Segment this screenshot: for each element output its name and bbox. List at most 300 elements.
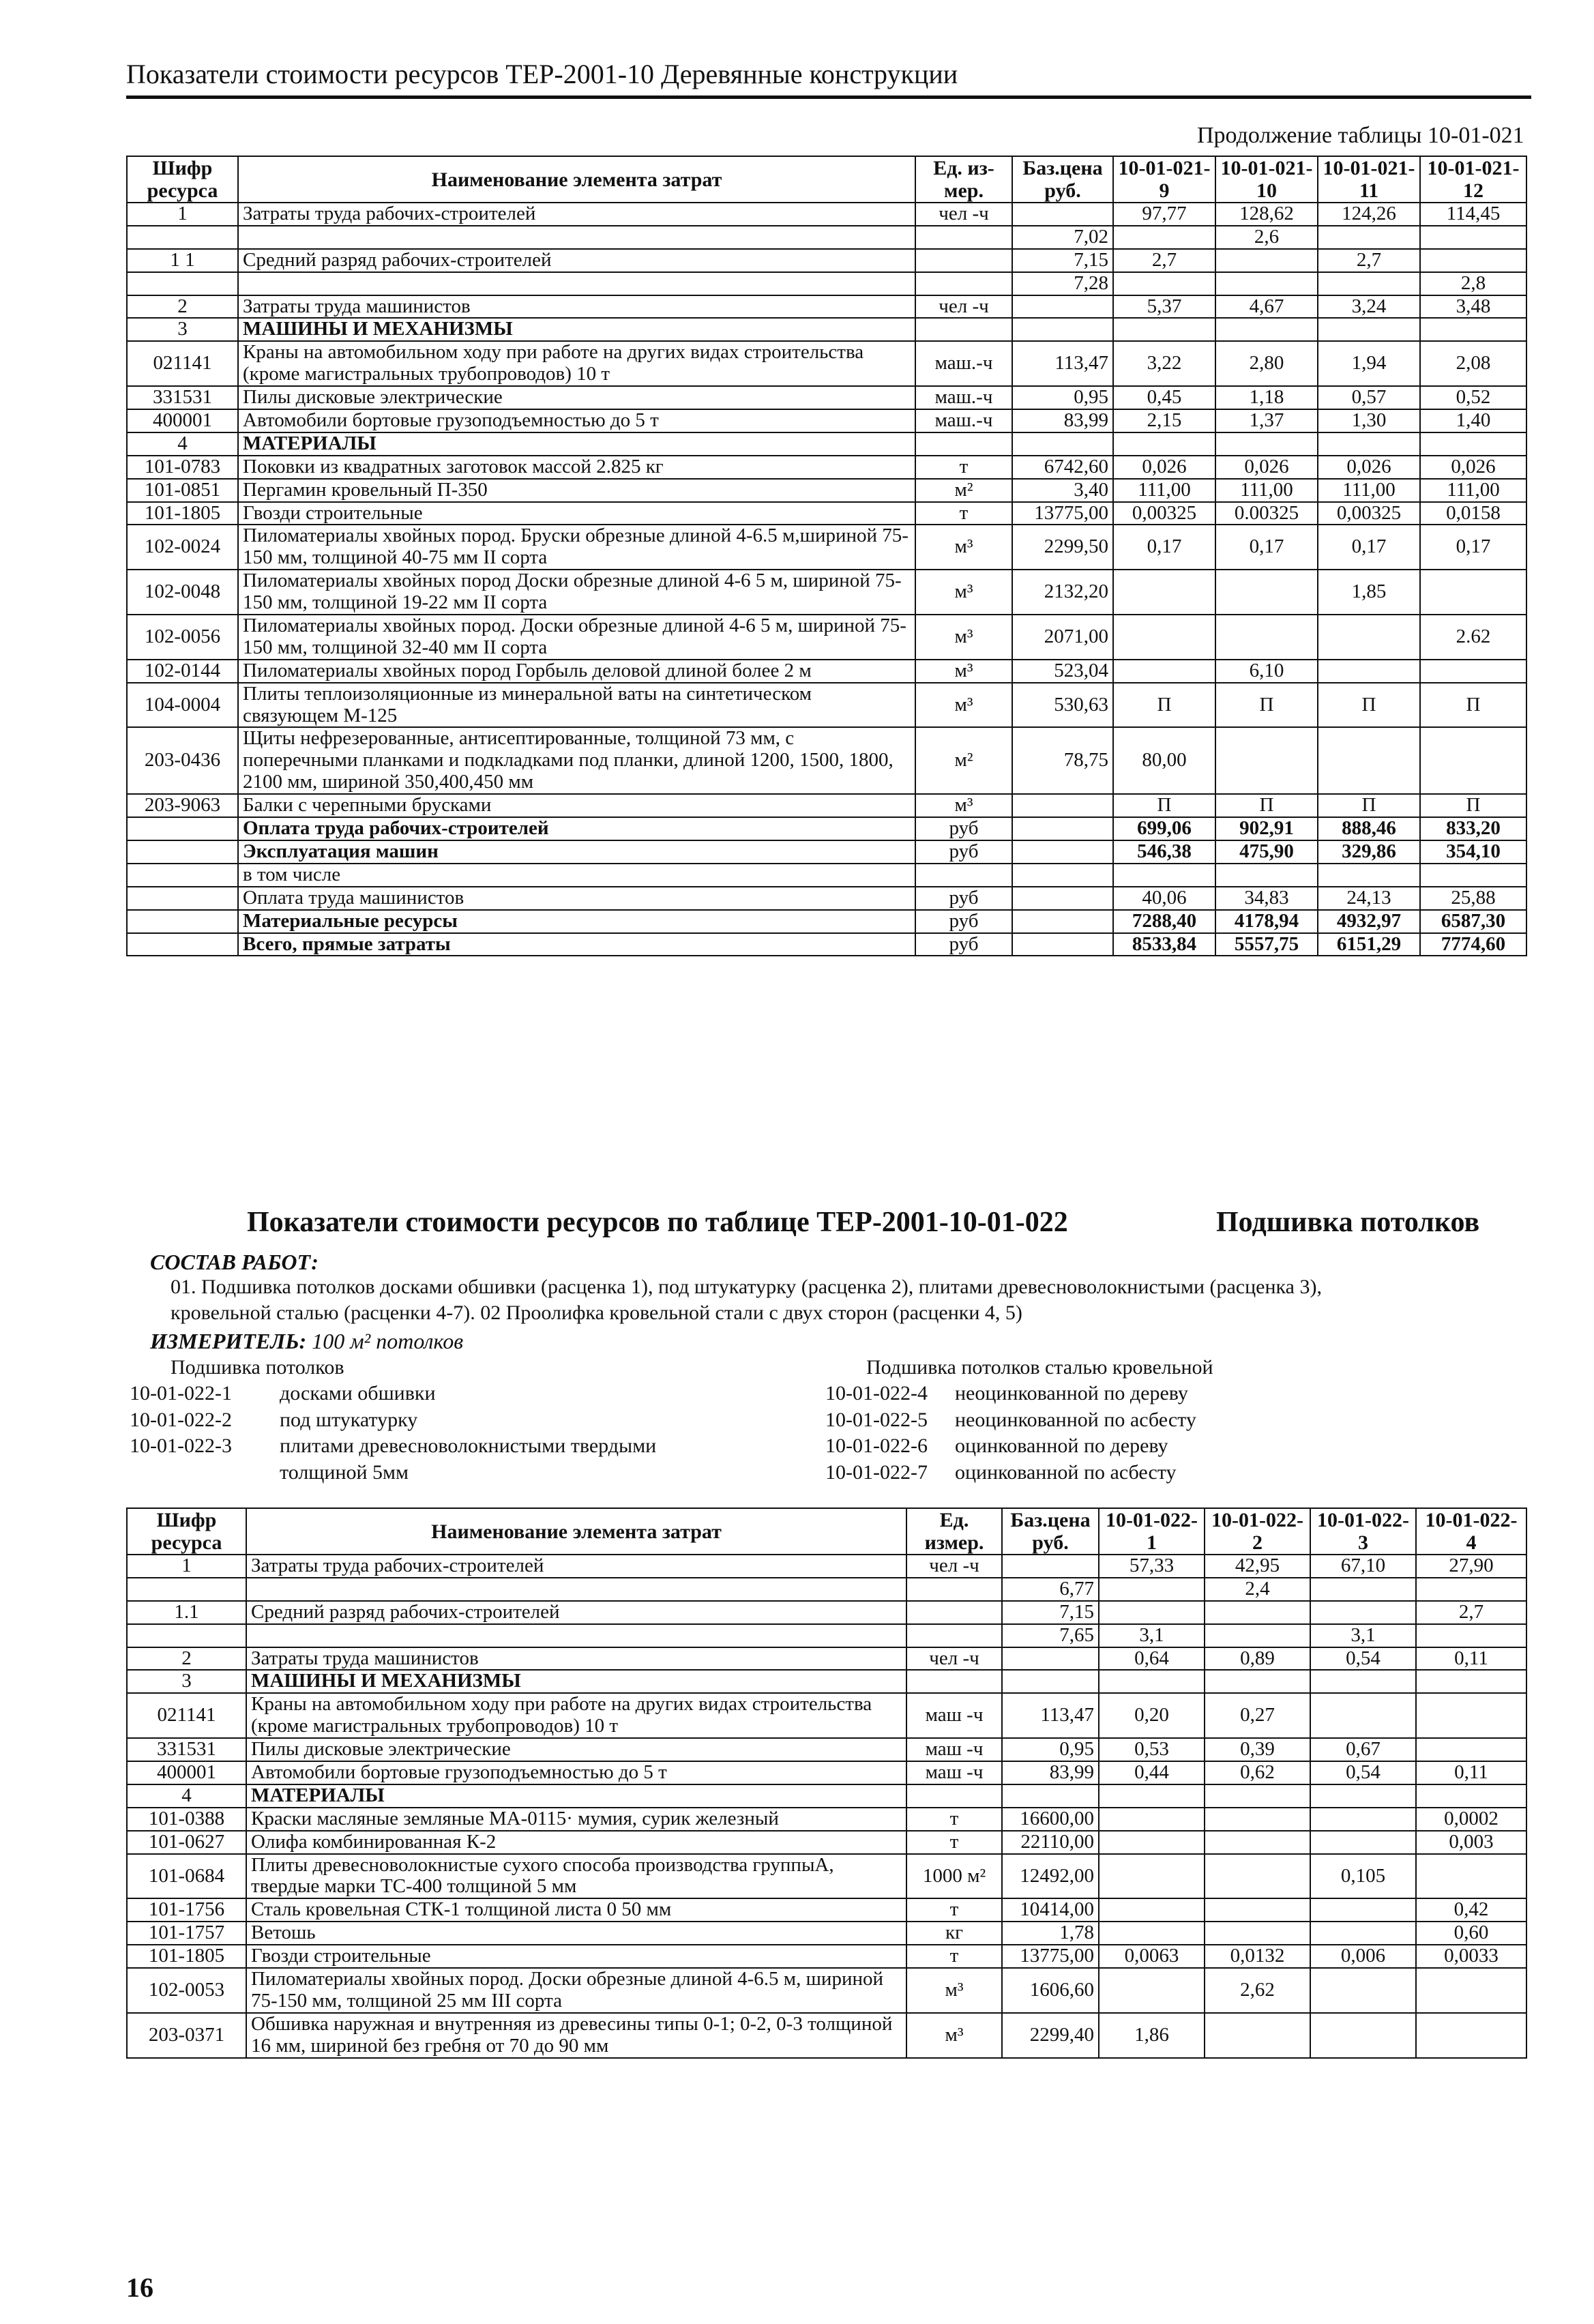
rate-value-cell [1318,864,1420,887]
table-body [127,1555,1526,2058]
cost-element-name-cell: Обшивка наружная и внутренняя из древесины типы 0-1; 0-2, 0-3 толщиной 16 мм, шириной без гребня от 70 до 90 мм [246,2013,906,2058]
cost-element-name-cell: Оплата труда машинистов [238,887,915,910]
rate-value-cell: 699,06 [1113,817,1215,840]
rate-value-cell: 6,10 [1215,660,1318,683]
base-price-cell: 6,77 [1002,1578,1099,1601]
resource-code-cell: 1 [127,1555,246,1578]
resource-code-cell: 331531 [127,386,238,409]
resource-code-cell [127,817,238,840]
resource-code-cell: 101-1757 [127,1922,246,1945]
header-cell: Баз.цена руб. [1002,1508,1099,1555]
rate-value-cell [1099,1601,1205,1624]
resource-code-cell: 331531 [127,1738,246,1761]
table-row [127,1784,1526,1808]
rate-value-cell [1310,1808,1416,1831]
table-row [127,683,1526,728]
rate-value-cell: П [1113,794,1215,817]
rate-value-cell: 111,00 [1215,479,1318,502]
table-row [127,525,1526,570]
cost-element-name-cell: Балки с черепными брусками [238,794,915,817]
rate-value-cell [1420,660,1526,683]
table-row [127,1624,1526,1647]
resource-code-cell [127,864,238,887]
rate-value-cell [1318,226,1420,249]
rate-value-cell [1310,1922,1416,1945]
unit-cell: маш.-ч [915,386,1012,409]
base-price-cell: 7,65 [1002,1624,1099,1647]
unit-cell: м³ [906,2013,1002,2058]
rate-value-cell [1215,432,1318,456]
rate-code: 10-01-022-3 [130,1435,232,1458]
table-row [127,1945,1526,1968]
cost-element-name-cell: Автомобили бортовые грузоподъемностью до 5 т [238,409,915,432]
resource-code-cell: 1 [127,203,238,226]
table-row [127,864,1526,887]
rate-value-cell [1205,1854,1310,1899]
header-cell: 10-01-021-10 [1215,156,1318,203]
base-price-cell: 530,63 [1012,683,1113,728]
header-cell: 10-01-021-11 [1318,156,1420,203]
rate-value-cell: 2,62 [1205,1968,1310,2013]
cost-element-name-cell: МАТЕРИАЛЫ [246,1784,906,1808]
base-price-cell: 83,99 [1012,409,1113,432]
resource-code-cell: 1 1 [127,249,238,272]
rate-value-cell [1099,1831,1205,1854]
table-row [127,840,1526,864]
rate-value-cell [1113,615,1215,660]
rate-value-cell [1205,1601,1310,1624]
table-row [127,456,1526,479]
rate-code: 10-01-022-5 [825,1408,928,1431]
base-price-cell: 83,99 [1002,1761,1099,1784]
header-cell: Шифр ресурса [127,156,238,203]
rate-value-cell: 0,60 [1416,1922,1526,1945]
rate-value-cell: 0,39 [1205,1738,1310,1761]
rate-value-cell: 833,20 [1420,817,1526,840]
rate-text: оцинкованной по дереву [955,1435,1168,1458]
cost-element-name-cell: Затраты труда рабочих-строителей [238,203,915,226]
base-price-cell: 7,02 [1012,226,1113,249]
rate-value-cell: 0,006 [1310,1945,1416,1968]
rate-value-cell: 40,06 [1113,887,1215,910]
table-row [127,432,1526,456]
rate-value-cell: П [1420,794,1526,817]
table-row [127,502,1526,525]
cost-element-name-cell: МАШИНЫ И МЕХАНИЗМЫ [246,1670,906,1693]
cost-element-name-cell: Щиты нефрезерованные, антисептированные, толщиной 73 мм, с поперечными планками и подкладками под планки, длиной 1200, 1500, 1800, 2100 мм, шириной 350,400,450 мм [238,727,915,794]
rate-value-cell: 124,26 [1318,203,1420,226]
unit-cell: руб [915,840,1012,864]
unit-cell: м³ [915,683,1012,728]
unit-cell: чел -ч [915,295,1012,319]
rate-value-cell: 0,026 [1318,456,1420,479]
rate-value-cell [1310,1601,1416,1624]
table-row [127,386,1526,409]
base-price-cell [1012,840,1113,864]
table-row [127,794,1526,817]
unit-cell [915,272,1012,295]
rate-value-cell [1099,1854,1205,1899]
table-row [127,615,1526,660]
header-cell: Шифр ресурса [127,1508,246,1555]
base-price-cell [1012,432,1113,456]
table-row [127,570,1526,615]
base-price-cell: 6742,60 [1012,456,1113,479]
resource-code-cell [127,887,238,910]
unit-cell: чел -ч [915,203,1012,226]
unit-cell: т [906,1898,1002,1922]
resource-code-cell: 102-0048 [127,570,238,615]
page-header: Показатели стоимости ресурсов ТЕР-2001-10 Деревянные конструкции [126,59,958,89]
unit-cell: руб [915,910,1012,933]
rate-value-cell [1215,272,1318,295]
rate-value-cell [1113,226,1215,249]
base-price-cell: 2132,20 [1012,570,1113,615]
rate-value-cell [1318,727,1420,794]
unit-cell [915,864,1012,887]
rate-value-cell [1113,570,1215,615]
rate-value-cell: 3,1 [1099,1624,1205,1647]
unit-cell: маш.-ч [915,341,1012,386]
rate-value-cell [1113,318,1215,341]
list-item [130,1407,656,1433]
rate-value-cell: 0,27 [1205,1693,1310,1738]
rate-value-cell: 1,40 [1420,409,1526,432]
rate-value-cell [1318,432,1420,456]
resource-code-cell: 1.1 [127,1601,246,1624]
base-price-cell [1012,887,1113,910]
list-item [130,1460,656,1486]
unit-cell [906,1578,1002,1601]
rate-value-cell [1416,1578,1526,1601]
unit-cell: чел -ч [906,1647,1002,1671]
rate-value-cell [1310,1831,1416,1854]
base-price-cell: 113,47 [1012,341,1113,386]
list-item [825,1407,1213,1433]
rate-value-cell [1318,318,1420,341]
cost-element-name-cell: Затраты труда рабочих-строителей [246,1555,906,1578]
unit-cell: маш -ч [906,1738,1002,1761]
rate-value-cell: П [1113,683,1215,728]
base-price-cell: 22110,00 [1002,1831,1099,1854]
rate-value-cell: 0,67 [1310,1738,1416,1761]
table-header-row [127,1508,1526,1555]
rate-list-right [825,1355,1213,1486]
unit-cell: руб [915,933,1012,956]
cost-element-name-cell: Ветошь [246,1922,906,1945]
rate-code: 10-01-022-1 [130,1382,232,1405]
table-row [127,1831,1526,1854]
base-price-cell [1002,1670,1099,1693]
rate-code: 10-01-022-4 [825,1382,928,1405]
base-price-cell [1012,295,1113,319]
unit-cell [906,1624,1002,1647]
rate-list-left [130,1355,656,1486]
rate-value-cell: 475,90 [1215,840,1318,864]
rate-value-cell [1416,1854,1526,1899]
rate-value-cell: П [1215,794,1318,817]
base-price-cell: 13775,00 [1002,1945,1099,1968]
rate-value-cell [1113,272,1215,295]
list-item [130,1433,656,1459]
rate-value-cell [1310,1784,1416,1808]
resource-code-cell [127,933,238,956]
base-price-cell: 7,15 [1012,249,1113,272]
cost-element-name-cell: МАТЕРИАЛЫ [238,432,915,456]
unit-cell: руб [915,887,1012,910]
resource-table-021 [126,156,1527,956]
unit-cell: м³ [915,660,1012,683]
rate-value-cell: П [1420,683,1526,728]
table-row [127,1555,1526,1578]
rate-value-cell [1416,1784,1526,1808]
rate-value-cell: 2,7 [1113,249,1215,272]
unit-cell: т [915,502,1012,525]
table-row [127,887,1526,910]
unit-cell: м³ [915,615,1012,660]
base-price-cell: 7,15 [1002,1601,1099,1624]
rate-value-cell: 7288,40 [1113,910,1215,933]
rate-value-cell: 111,00 [1113,479,1215,502]
rate-value-cell [1113,660,1215,683]
continuation-label: Продолжение таблицы 10-01-021 [1197,123,1524,148]
rate-value-cell: 0,105 [1310,1854,1416,1899]
rate-value-cell [1205,1670,1310,1693]
rate-value-cell [1416,2013,1526,2058]
resource-table-022 [126,1507,1527,2059]
base-price-cell [1012,864,1113,887]
rate-value-cell: 0,003 [1416,1831,1526,1854]
cost-element-name-cell: в том числе [238,864,915,887]
rate-value-cell: 0,17 [1215,525,1318,570]
rate-value-cell: 4,67 [1215,295,1318,319]
rate-value-cell: 57,33 [1099,1555,1205,1578]
cost-element-name-cell: Пиломатериалы хвойных пород Горбыль деловой длиной более 2 м [238,660,915,683]
rate-value-cell [1205,2013,1310,2058]
resource-code-cell [127,1624,246,1647]
rate-value-cell: 0,026 [1215,456,1318,479]
resource-code-cell: 102-0024 [127,525,238,570]
list-title: Подшивка потолков сталью кровельной [866,1356,1213,1379]
cost-element-name-cell: Поковки из квадратных заготовок массой 2.825 кг [238,456,915,479]
cost-element-name-cell: Средний разряд рабочих-строителей [238,249,915,272]
unit-cell [915,318,1012,341]
rate-value-cell [1310,1670,1416,1693]
rate-value-cell: 1,85 [1318,570,1420,615]
cost-element-name-cell: Краны на автомобильном ходу при работе на других видах строительства (кроме магистральных трубопроводов) 10 т [238,341,915,386]
cost-element-name-cell: Краски масляные земляные МА-0115· мумия, сурик железный [246,1808,906,1831]
rate-value-cell: 0,54 [1310,1647,1416,1671]
rate-value-cell [1416,1670,1526,1693]
table-row [127,1738,1526,1761]
base-price-cell [1012,794,1113,817]
unit-cell [906,1784,1002,1808]
table-row [127,249,1526,272]
table-row [127,1808,1526,1831]
rate-value-cell: 1,86 [1099,2013,1205,2058]
resource-code-cell [127,272,238,295]
rate-value-cell [1420,318,1526,341]
cost-element-name-cell [238,272,915,295]
base-price-cell [1012,318,1113,341]
table-row [127,1968,1526,2013]
resource-code-cell: 102-0056 [127,615,238,660]
rate-value-cell: 2,8 [1420,272,1526,295]
resource-code-cell: 101-0627 [127,1831,246,1854]
base-price-cell: 1,78 [1002,1922,1099,1945]
rate-text: плитами древесноволокнистыми твердыми [280,1435,657,1458]
meter [150,1329,463,1354]
header-cell: 10-01-022-1 [1099,1508,1205,1555]
rate-value-cell: 0,20 [1099,1693,1205,1738]
resource-code-cell [127,1578,246,1601]
table-row [127,1854,1526,1899]
resource-code-cell: 104-0004 [127,683,238,728]
header-cell: Ед. измер. [906,1508,1002,1555]
section-title: Показатели стоимости ресурсов по таблице ТЕР-2001-10-01-022 [247,1207,1068,1238]
rate-value-cell: 6151,29 [1318,933,1420,956]
rate-value-cell [1099,1968,1205,2013]
rate-text: толщиной 5мм [280,1460,409,1484]
rate-code [130,1460,280,1486]
rate-value-cell: 888,46 [1318,817,1420,840]
cost-element-name-cell: Оплата труда рабочих-строителей [238,817,915,840]
resource-code-cell: 203-9063 [127,794,238,817]
rate-value-cell: 2,08 [1420,341,1526,386]
page-number: 16 [126,2272,153,2303]
rate-value-cell: 902,91 [1215,817,1318,840]
table-row [127,203,1526,226]
rate-code: 10-01-022-6 [825,1435,928,1458]
base-price-cell: 113,47 [1002,1693,1099,1738]
table-row [127,1578,1526,1601]
cost-element-name-cell: Пиломатериалы хвойных пород. Доски обрезные длиной 4-6 5 м, шириной 75-150 мм, толщиной 32-40 мм II сорта [238,615,915,660]
rate-value-cell [1416,1624,1526,1647]
unit-cell: м³ [915,794,1012,817]
composition-heading: СОСТАВ РАБОТ: [150,1250,319,1274]
rate-value-cell: 97,77 [1113,203,1215,226]
rate-value-cell: 0,54 [1310,1761,1416,1784]
rate-value-cell: 4178,94 [1215,910,1318,933]
cost-element-name-cell: Олифа комбинированная К-2 [246,1831,906,1854]
base-price-cell: 7,28 [1012,272,1113,295]
rate-value-cell [1099,1922,1205,1945]
cost-element-name-cell: Пергамин кровельный П-350 [238,479,915,502]
rate-value-cell: 0.00325 [1215,502,1318,525]
rate-value-cell [1420,432,1526,456]
unit-cell: маш.-ч [915,409,1012,432]
rate-value-cell: 0,0033 [1416,1945,1526,1968]
cost-element-name-cell: Пилы дисковые электрические [238,386,915,409]
rate-value-cell: 24,13 [1318,887,1420,910]
rate-value-cell: 0,89 [1205,1647,1310,1671]
table-row [127,1693,1526,1738]
table-row [127,409,1526,432]
cost-element-name-cell: Плиты теплоизоляционные из минеральной ваты на синтетическом связующем М-125 [238,683,915,728]
rate-value-cell: 5,37 [1113,295,1215,319]
resource-code-cell: 400001 [127,409,238,432]
cost-element-name-cell: Плиты древесноволокнистые сухого способа производства группыА, твердые марки ТС-400 толщиной 5 мм [246,1854,906,1899]
rate-value-cell: 111,00 [1420,479,1526,502]
cost-element-name-cell: Затраты труда машинистов [246,1647,906,1671]
rate-value-cell: 2,7 [1318,249,1420,272]
base-price-cell [1012,933,1113,956]
unit-cell: 1000 м² [906,1854,1002,1899]
table-row [127,817,1526,840]
resource-code-cell: 101-0684 [127,1854,246,1899]
cost-element-name-cell: Всего, прямые затраты [238,933,915,956]
list-title: Подшивка потолков [171,1356,344,1379]
resource-code-cell: 4 [127,432,238,456]
table-row [127,727,1526,794]
resource-code-cell [127,226,238,249]
header-cell: 10-01-022-3 [1310,1508,1416,1555]
rate-value-cell: 0,53 [1099,1738,1205,1761]
cost-element-name-cell: Материальные ресурсы [238,910,915,933]
rate-value-cell [1113,432,1215,456]
header-cell: 10-01-022-4 [1416,1508,1526,1555]
table-row [127,1761,1526,1784]
cost-element-name-cell: МАШИНЫ И МЕХАНИЗМЫ [238,318,915,341]
resource-code-cell: 3 [127,318,238,341]
unit-cell: маш -ч [906,1693,1002,1738]
unit-cell: м² [915,479,1012,502]
unit-cell: руб [915,817,1012,840]
resource-code-cell: 101-0388 [127,1808,246,1831]
meter-label: ИЗМЕРИТЕЛЬ: [150,1329,307,1353]
rate-value-cell: 0,0063 [1099,1945,1205,1968]
base-price-cell: 10414,00 [1002,1898,1099,1922]
rate-value-cell: 329,86 [1318,840,1420,864]
rate-value-cell [1310,1578,1416,1601]
rate-value-cell [1205,1784,1310,1808]
rate-value-cell: 67,10 [1310,1555,1416,1578]
rate-value-cell [1420,570,1526,615]
rate-value-cell [1205,1898,1310,1922]
rate-value-cell: 0,0158 [1420,502,1526,525]
base-price-cell [1012,203,1113,226]
base-price-cell: 523,04 [1012,660,1113,683]
rate-value-cell [1099,1784,1205,1808]
unit-cell: т [906,1945,1002,1968]
table-row [127,295,1526,319]
unit-cell: кг [906,1922,1002,1945]
rate-value-cell: 3,1 [1310,1624,1416,1647]
unit-cell: м³ [906,1968,1002,2013]
rate-value-cell: 0,52 [1420,386,1526,409]
rate-value-cell [1215,727,1318,794]
rate-value-cell: 0,17 [1420,525,1526,570]
base-price-cell: 12492,00 [1002,1854,1099,1899]
cost-element-name-cell: Краны на автомобильном ходу при работе на других видах строительства (кроме магистральных трубопроводов) 10 т [246,1693,906,1738]
header-cell: 10-01-022-2 [1205,1508,1310,1555]
meter-value: 100 м² потолков [312,1329,464,1353]
resource-code-cell: 3 [127,1670,246,1693]
rate-value-cell: 111,00 [1318,479,1420,502]
cost-element-name-cell: Пилы дисковые электрические [246,1738,906,1761]
rate-value-cell: 1,18 [1215,386,1318,409]
header-rule [126,95,1531,99]
table-row [127,933,1526,956]
base-price-cell: 13775,00 [1012,502,1113,525]
table-body [127,203,1526,956]
cost-element-name-cell: Гвозди строительные [238,502,915,525]
rate-value-cell [1099,1670,1205,1693]
resource-code-cell: 101-0851 [127,479,238,502]
rate-value-cell: 2,15 [1113,409,1215,432]
unit-cell: чел -ч [906,1555,1002,1578]
rate-value-cell: 0,42 [1416,1898,1526,1922]
